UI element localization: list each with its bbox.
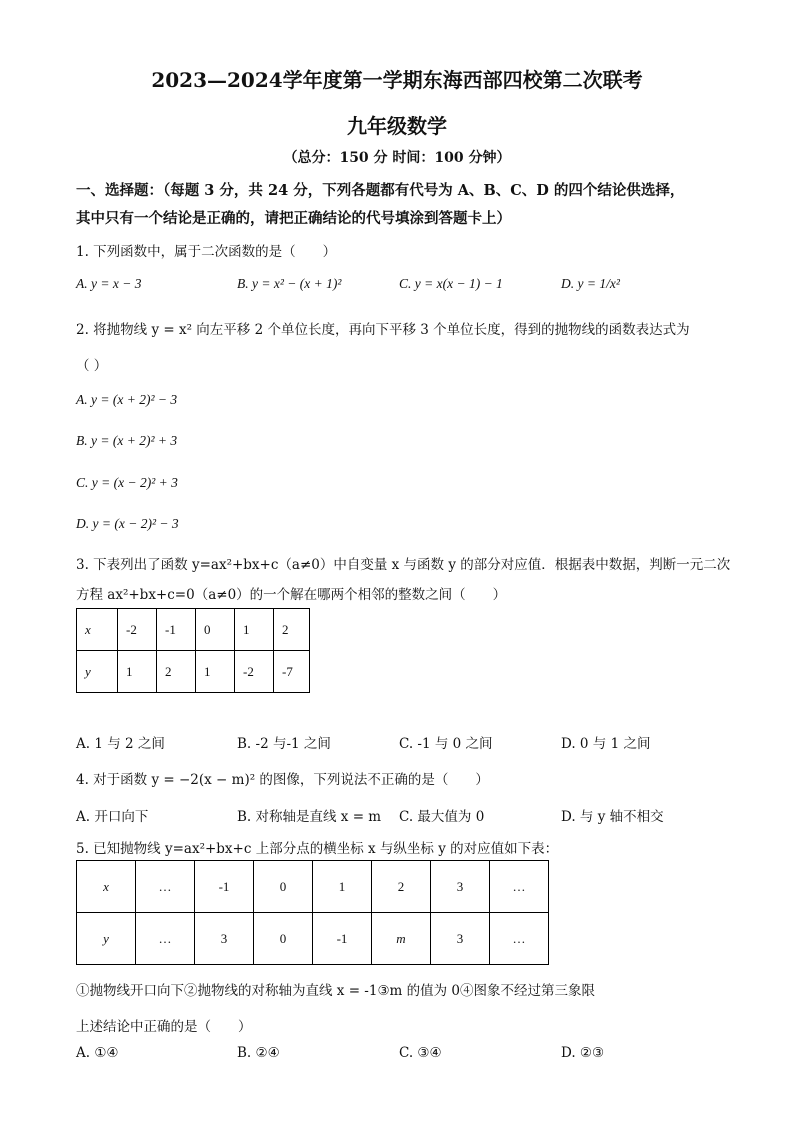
q3-option-a: A. 1 与 2 之间 <box>76 736 165 752</box>
table-cell: 3 <box>431 913 490 965</box>
exam-subtitle: 九年级数学 <box>347 114 447 138</box>
table-cell: 1 <box>235 609 274 651</box>
q2-option-b: B. y = (x + 2)² + 3 <box>76 433 178 448</box>
table-cell: 1 <box>118 651 157 693</box>
table-cell: 0 <box>254 861 313 913</box>
table-cell: 2 <box>372 861 431 913</box>
q3-option-d: D. 0 与 1 之间 <box>561 736 651 752</box>
table-cell: y <box>77 651 118 693</box>
table-cell: … <box>490 861 549 913</box>
q5-table <box>76 860 549 965</box>
table-cell: -2 <box>118 609 157 651</box>
table-cell: -1 <box>157 609 196 651</box>
table-cell: 0 <box>254 913 313 965</box>
q3-option-c: C. -1 与 0 之间 <box>399 736 493 752</box>
q3-table <box>76 608 310 693</box>
q2-option-d: D. y = (x − 2)² − 3 <box>76 516 179 531</box>
q1-option-d: D. y = 1/x² <box>561 276 620 291</box>
q3-option-b: B. -2 与-1 之间 <box>237 736 331 752</box>
table-cell: m <box>372 913 431 965</box>
q4-option-c: C. 最大值为 0 <box>399 809 485 825</box>
section-heading-line1: 一、选择题：（每题 3 分，共 24 分，下列各题都有代号为 A、B、C、D 的四个结论供选择， <box>76 182 685 199</box>
exam-info: （总分：150 分 时间：100 分钟） <box>283 150 511 166</box>
table-cell: … <box>136 861 195 913</box>
table-cell: -1 <box>195 861 254 913</box>
q5-option-a: A. ①④ <box>76 1045 119 1061</box>
table-cell: 2 <box>157 651 196 693</box>
q5-option-b: B. ②④ <box>237 1045 280 1061</box>
q5-conclusions: ①抛物线开口向下②抛物线的对称轴为直线 x = -1③m 的值为 0④图象不经过第三象限 <box>76 983 596 999</box>
q2-stem-line2: （ ） <box>76 358 108 374</box>
table-cell: … <box>490 913 549 965</box>
q1-option-b: B. y = x² − (x + 1)² <box>237 276 342 291</box>
q3-stem-line2: 方程 ax²+bx+c=0（a≠0）的一个解在哪两个相邻的整数之间（ ） <box>76 587 507 603</box>
q1-stem: 1. 下列函数中，属于二次函数的是（ ） <box>76 244 337 260</box>
table-cell: x <box>77 861 136 913</box>
q1-option-c: C. y = x(x − 1) − 1 <box>399 276 503 291</box>
q4-option-d: D. 与 y 轴不相交 <box>561 809 664 825</box>
q4-option-a: A. 开口向下 <box>76 809 149 825</box>
table-cell: … <box>136 913 195 965</box>
section-heading-line2: 其中只有一个结论是正确的，请把正确结论的代号填涂到答题卡上） <box>76 210 511 227</box>
q2-option-c: C. y = (x − 2)² + 3 <box>76 475 178 490</box>
table-cell: 1 <box>196 651 235 693</box>
table-cell: 0 <box>196 609 235 651</box>
q5-ask: 上述结论中正确的是（ ） <box>76 1019 252 1035</box>
table-cell: y <box>77 913 136 965</box>
q4-stem: 4. 对于函数 y = −2(x − m)² 的图像，下列说法不正确的是（ ） <box>76 772 489 788</box>
q2-stem-line1: 2. 将抛物线 y = x² 向左平移 2 个单位长度，再向下平移 3 个单位长度，得到的抛物线的函数表达式为 <box>76 322 690 338</box>
q5-option-d: D. ②③ <box>561 1045 605 1061</box>
q5-option-c: C. ③④ <box>399 1045 442 1061</box>
table-cell: 3 <box>431 861 490 913</box>
q4-option-b: B. 对称轴是直线 x = m <box>237 809 382 825</box>
table-cell: 1 <box>313 861 372 913</box>
q5-stem: 5. 已知抛物线 y=ax²+bx+c 上部分点的横坐标 x 与纵坐标 y 的对应值如下表： <box>76 841 559 857</box>
q1-option-a: A. y = x − 3 <box>76 276 142 291</box>
q3-stem-line1: 3. 下表列出了函数 y=ax²+bx+c（a≠0）中自变量 x 与函数 y 的部分对应值．根据表中数据，判断一元二次 <box>76 557 731 573</box>
q2-option-a: A. y = (x + 2)² − 3 <box>76 392 178 407</box>
table-cell: 3 <box>195 913 254 965</box>
table-cell: x <box>77 609 118 651</box>
table-cell: -1 <box>313 913 372 965</box>
table-cell: -2 <box>235 651 274 693</box>
table-cell: -7 <box>274 651 310 693</box>
table-cell: 2 <box>274 609 310 651</box>
exam-title: 2023—2024学年度第一学期东海西部四校第二次联考 <box>151 68 643 92</box>
